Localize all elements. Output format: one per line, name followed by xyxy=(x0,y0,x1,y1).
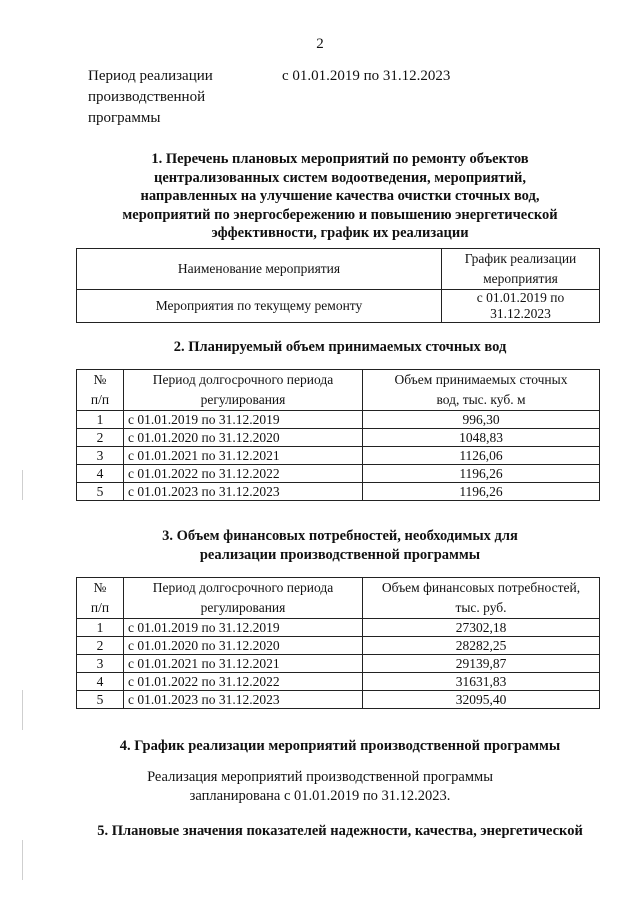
period-value: с 01.01.2019 по 31.12.2023 xyxy=(282,68,451,84)
table-row xyxy=(77,465,600,483)
scan-margin-mark xyxy=(22,470,23,500)
heading-line: реализации производственной программы xyxy=(199,546,481,563)
row-number: 3 xyxy=(77,655,124,673)
heading-line: 5. Плановые значения показателей надежности, качества, энергетической xyxy=(97,823,583,839)
period-label-line: производственной xyxy=(88,89,206,105)
row-financial-needs: 28282,25 xyxy=(363,637,600,655)
header-line: Объем финансовых потребностей, xyxy=(381,580,581,595)
header-line: регулирования xyxy=(200,600,286,615)
header-line: Объем принимаемых сточных xyxy=(394,372,568,387)
header-period xyxy=(124,370,363,411)
row-period: с 01.01.2022 по 31.12.2022 xyxy=(124,673,363,691)
activity-name-cell: Мероприятия по текущему ремонту xyxy=(77,290,442,323)
text-line: Реализация мероприятий производственной программы xyxy=(147,769,493,785)
table-row xyxy=(77,637,600,655)
row-volume: 1196,26 xyxy=(363,483,600,501)
header-line: Период долгосрочного периода xyxy=(152,580,334,595)
row-financial-needs: 27302,18 xyxy=(363,619,600,637)
section3-heading xyxy=(70,527,610,564)
activities-table xyxy=(76,248,600,323)
row-number: 5 xyxy=(77,483,124,501)
row-period: с 01.01.2020 по 31.12.2020 xyxy=(124,637,363,655)
header-line: регулирования xyxy=(200,392,286,407)
text-line: запланирована с 01.01.2019 по 31.12.2023. xyxy=(189,788,451,804)
page-number: 2 xyxy=(316,36,324,52)
row-volume: 996,30 xyxy=(363,411,600,429)
scan-margin-mark xyxy=(22,690,23,730)
header-number xyxy=(77,370,124,411)
table-row xyxy=(77,290,600,323)
period-label-line: программы xyxy=(88,110,161,126)
row-period: с 01.01.2019 по 31.12.2019 xyxy=(124,411,363,429)
section4-text xyxy=(0,768,640,806)
header-line: Период долгосрочного периода xyxy=(152,372,334,387)
activity-schedule-cell: с 01.01.2019 по 31.12.2023 xyxy=(442,290,600,323)
table-row xyxy=(77,673,600,691)
period-label xyxy=(88,66,268,129)
table-row xyxy=(77,447,600,465)
table-header-row xyxy=(77,578,600,619)
header-activity-name: Наименование мероприятия xyxy=(77,249,442,290)
row-number: 1 xyxy=(77,411,124,429)
row-number: 2 xyxy=(77,429,124,447)
row-period: с 01.01.2023 по 31.12.2023 xyxy=(124,691,363,709)
wastewater-volume-table xyxy=(76,369,600,501)
header-period xyxy=(124,578,363,619)
row-period: с 01.01.2020 по 31.12.2020 xyxy=(124,429,363,447)
row-number: 3 xyxy=(77,447,124,465)
table-header-row xyxy=(77,249,600,290)
row-financial-needs: 31631,83 xyxy=(363,673,600,691)
section1-heading xyxy=(70,150,610,243)
heading-line: 4. График реализации мероприятий производственной программы xyxy=(119,738,561,754)
scan-margin-mark xyxy=(22,840,23,880)
header-volume xyxy=(363,370,600,411)
row-number: 4 xyxy=(77,673,124,691)
header-schedule xyxy=(442,249,600,290)
table-header-row xyxy=(77,370,600,411)
period-label-line: Период реализации xyxy=(88,68,213,84)
row-period: с 01.01.2023 по 31.12.2023 xyxy=(124,483,363,501)
row-number: 4 xyxy=(77,465,124,483)
heading-line: 1. Перечень плановых мероприятий по ремонту объектов xyxy=(151,151,529,167)
table-row xyxy=(77,619,600,637)
table-row xyxy=(77,483,600,501)
heading-line: мероприятий по энергосбережению и повышению энергетической xyxy=(122,206,558,223)
row-period: с 01.01.2019 по 31.12.2019 xyxy=(124,619,363,637)
heading-line: эффективности, график их реализации xyxy=(211,225,469,241)
financial-needs-table xyxy=(76,577,600,709)
header-line: № xyxy=(93,372,107,387)
row-period: с 01.01.2021 по 31.12.2021 xyxy=(124,655,363,673)
section5-heading xyxy=(70,822,610,841)
header-line: п/п xyxy=(90,392,110,407)
section2-heading xyxy=(70,338,610,357)
heading-line: централизованных систем водоотведения, мероприятий, xyxy=(154,169,526,186)
header-line: тыс. руб. xyxy=(455,600,507,615)
row-financial-needs: 32095,40 xyxy=(363,691,600,709)
row-number: 5 xyxy=(77,691,124,709)
header-line: мероприятия xyxy=(483,271,558,286)
header-number xyxy=(77,578,124,619)
row-period: с 01.01.2022 по 31.12.2022 xyxy=(124,465,363,483)
header-line: п/п xyxy=(90,600,110,615)
header-line: График реализации xyxy=(464,251,577,266)
table-row xyxy=(77,691,600,709)
heading-line: 2. Планируемый объем принимаемых сточных вод xyxy=(173,339,507,355)
table-row xyxy=(77,411,600,429)
row-number: 2 xyxy=(77,637,124,655)
row-number: 1 xyxy=(77,619,124,637)
table-row xyxy=(77,655,600,673)
row-period: с 01.01.2021 по 31.12.2021 xyxy=(124,447,363,465)
row-financial-needs: 29139,87 xyxy=(363,655,600,673)
row-volume: 1196,26 xyxy=(363,465,600,483)
header-financial-needs xyxy=(363,578,600,619)
heading-line: направленных на улучшение качества очистки сточных вод, xyxy=(140,188,540,204)
header-line: № xyxy=(93,580,107,595)
row-volume: 1126,06 xyxy=(363,447,600,465)
heading-line: 3. Объем финансовых потребностей, необходимых для xyxy=(162,528,518,544)
row-volume: 1048,83 xyxy=(363,429,600,447)
header-line: вод, тыс. куб. м xyxy=(436,392,526,407)
table-row xyxy=(77,429,600,447)
section4-heading xyxy=(70,737,610,756)
